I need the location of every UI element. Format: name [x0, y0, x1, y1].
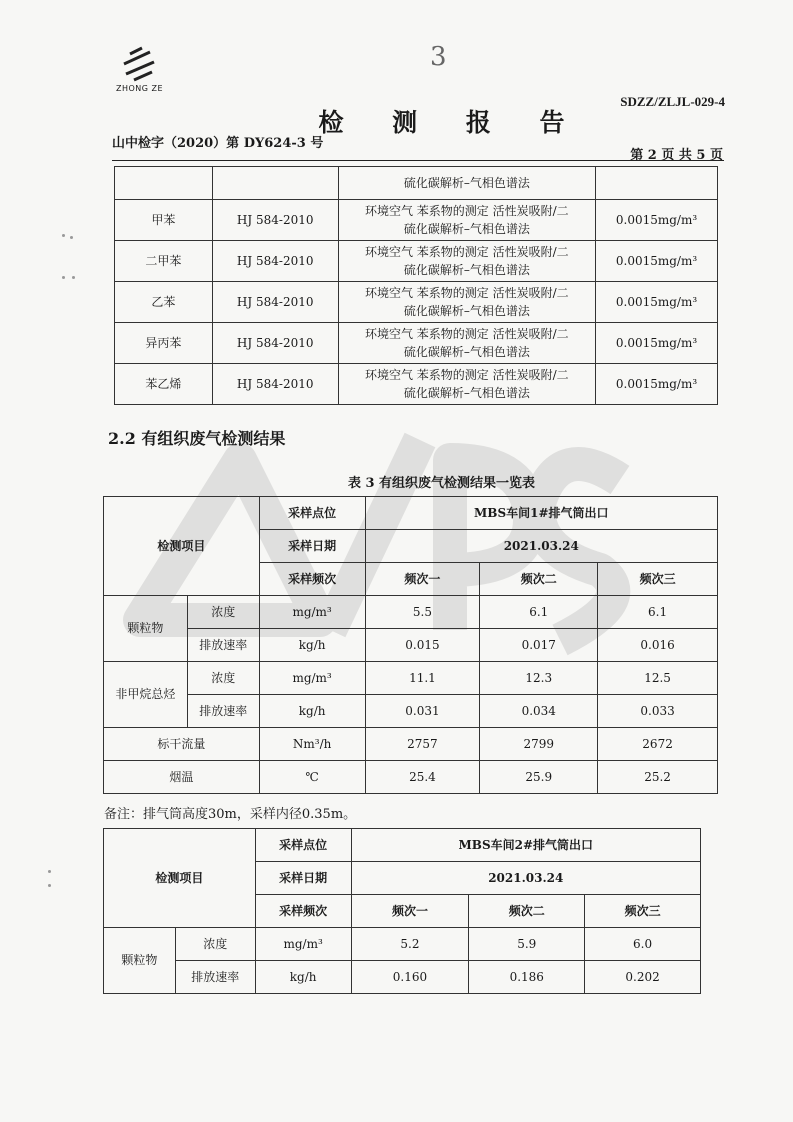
value-cell: 6.0 — [585, 928, 701, 961]
value-cell: 0.015 — [365, 629, 480, 662]
point-label: 采样点位 — [255, 829, 351, 862]
freq-label: 采样频次 — [255, 895, 351, 928]
table-row — [104, 629, 718, 662]
item-cell: 二甲苯 — [115, 241, 213, 282]
method-cell: 环境空气 苯系物的测定 活性炭吸附/二 硫化碳解析–气相色谱法 — [338, 282, 595, 323]
conc-label: 浓度 — [175, 928, 255, 961]
unit-cell: kg/h — [259, 629, 365, 662]
value-cell: 6.1 — [598, 596, 718, 629]
freq-2: 频次二 — [469, 895, 585, 928]
value-cell: 0.017 — [480, 629, 598, 662]
table-row — [104, 928, 701, 961]
logo-text: ZHONG ZE — [116, 84, 164, 93]
value-cell: 25.2 — [598, 761, 718, 794]
header-rule — [112, 160, 724, 161]
value-cell: 0.160 — [351, 961, 469, 994]
scan-speck — [48, 884, 51, 887]
table-caption: 表 3 有组织废气检测结果一览表 — [347, 476, 536, 491]
method-cell: 环境空气 苯系物的测定 活性炭吸附/二 硫化碳解析–气相色谱法 — [338, 323, 595, 364]
table-row — [104, 695, 718, 728]
value-cell: 0.031 — [365, 695, 480, 728]
limit-cell: 0.0015mg/m³ — [596, 364, 718, 405]
cell — [212, 167, 338, 200]
scan-speck — [62, 276, 65, 279]
limit-cell: 0.0015mg/m³ — [596, 200, 718, 241]
unit-cell: ℃ — [259, 761, 365, 794]
value-cell: 5.5 — [365, 596, 480, 629]
page-number: 第 2 页 共 5 页 — [630, 148, 723, 163]
table-row — [115, 167, 718, 200]
standard-cell: HJ 584-2010 — [212, 282, 338, 323]
value-cell: 6.1 — [480, 596, 598, 629]
value-cell: 2672 — [598, 728, 718, 761]
scan-speck — [48, 870, 51, 873]
value-cell: 11.1 — [365, 662, 480, 695]
point-label: 采样点位 — [259, 497, 365, 530]
unit-cell: Nm³/h — [259, 728, 365, 761]
value-cell: 12.3 — [480, 662, 598, 695]
item-cell: 苯乙烯 — [115, 364, 213, 405]
method-table — [114, 166, 718, 405]
conc-label: 浓度 — [187, 596, 259, 629]
table-row — [115, 323, 718, 364]
value-cell: 25.9 — [480, 761, 598, 794]
standard-cell: HJ 584-2010 — [212, 364, 338, 405]
section-title: 2.2 有组织废气检测结果 — [108, 429, 286, 448]
freq-3: 频次三 — [585, 895, 701, 928]
method-cell: 环境空气 苯系物的测定 活性炭吸附/二 硫化碳解析–气相色谱法 — [338, 241, 595, 282]
unit-cell: mg/m³ — [255, 928, 351, 961]
value-cell: 0.186 — [469, 961, 585, 994]
freq-2: 频次二 — [480, 563, 598, 596]
freq-label: 采样频次 — [259, 563, 365, 596]
item-cell: 异丙苯 — [115, 323, 213, 364]
item-header: 检测项目 — [104, 829, 256, 928]
item-cell: 甲苯 — [115, 200, 213, 241]
rate-label: 排放速率 — [187, 629, 259, 662]
value-cell: 0.202 — [585, 961, 701, 994]
pm-label: 颗粒物 — [104, 928, 176, 994]
value-cell: 25.4 — [365, 761, 480, 794]
freq-1: 频次一 — [365, 563, 480, 596]
scan-speck — [72, 276, 75, 279]
standard-cell: HJ 584-2010 — [212, 323, 338, 364]
item-header: 检测项目 — [104, 497, 260, 596]
method-cell: 硫化碳解析–气相色谱法 — [338, 167, 595, 200]
results-table-2 — [103, 828, 701, 994]
nmhc-label: 非甲烷总烃 — [104, 662, 188, 728]
unit-cell: mg/m³ — [259, 596, 365, 629]
table-row — [104, 662, 718, 695]
table-row — [104, 829, 701, 862]
value-cell: 2799 — [480, 728, 598, 761]
table-row — [104, 728, 718, 761]
unit-cell: kg/h — [259, 695, 365, 728]
date-label: 采样日期 — [255, 862, 351, 895]
rate-label: 排放速率 — [175, 961, 255, 994]
rate-label: 排放速率 — [187, 695, 259, 728]
table-row — [104, 961, 701, 994]
flow-label: 标干流量 — [104, 728, 260, 761]
pm-label: 颗粒物 — [104, 596, 188, 662]
table-row — [104, 596, 718, 629]
point-value: MBS车间2#排气筒出口 — [351, 829, 700, 862]
limit-cell: 0.0015mg/m³ — [596, 282, 718, 323]
item-cell: 乙苯 — [115, 282, 213, 323]
conc-label: 浓度 — [187, 662, 259, 695]
value-cell: 2757 — [365, 728, 480, 761]
unit-cell: kg/h — [255, 961, 351, 994]
table-row — [115, 241, 718, 282]
table-row — [104, 761, 718, 794]
cell — [596, 167, 718, 200]
method-cell: 环境空气 苯系物的测定 活性炭吸附/二 硫化碳解析–气相色谱法 — [338, 364, 595, 405]
table-row — [115, 364, 718, 405]
value-cell: 5.2 — [351, 928, 469, 961]
limit-cell: 0.0015mg/m³ — [596, 241, 718, 282]
scan-speck — [70, 236, 73, 239]
standard-cell: HJ 584-2010 — [212, 241, 338, 282]
cell — [115, 167, 213, 200]
freq-1: 频次一 — [351, 895, 469, 928]
freq-3: 频次三 — [598, 563, 718, 596]
temp-label: 烟温 — [104, 761, 260, 794]
standard-cell: HJ 584-2010 — [212, 200, 338, 241]
table-row — [115, 282, 718, 323]
value-cell: 0.034 — [480, 695, 598, 728]
method-cell: 环境空气 苯系物的测定 活性炭吸附/二 硫化碳解析–气相色谱法 — [338, 200, 595, 241]
date-value: 2021.03.24 — [351, 862, 700, 895]
unit-cell: mg/m³ — [259, 662, 365, 695]
value-cell: 0.016 — [598, 629, 718, 662]
value-cell: 0.033 — [598, 695, 718, 728]
table-row — [115, 200, 718, 241]
table-row — [104, 497, 718, 530]
point-value: MBS车间1#排气筒出口 — [365, 497, 717, 530]
limit-cell: 0.0015mg/m³ — [596, 323, 718, 364]
scan-speck — [62, 234, 65, 237]
report-number: 山中检字（2020）第 DY624-3 号 — [112, 136, 324, 151]
value-cell: 12.5 — [598, 662, 718, 695]
date-value: 2021.03.24 — [365, 530, 717, 563]
table-note: 备注：排气筒高度30m，采样内径0.35m。 — [104, 807, 357, 822]
report-title: 检 测 报 告 — [318, 108, 585, 137]
value-cell: 5.9 — [469, 928, 585, 961]
handwritten-mark: 3 — [430, 42, 447, 72]
date-label: 采样日期 — [259, 530, 365, 563]
results-table-1 — [103, 496, 718, 794]
document-code: SDZZ/ZLJL-029-4 — [620, 94, 725, 109]
